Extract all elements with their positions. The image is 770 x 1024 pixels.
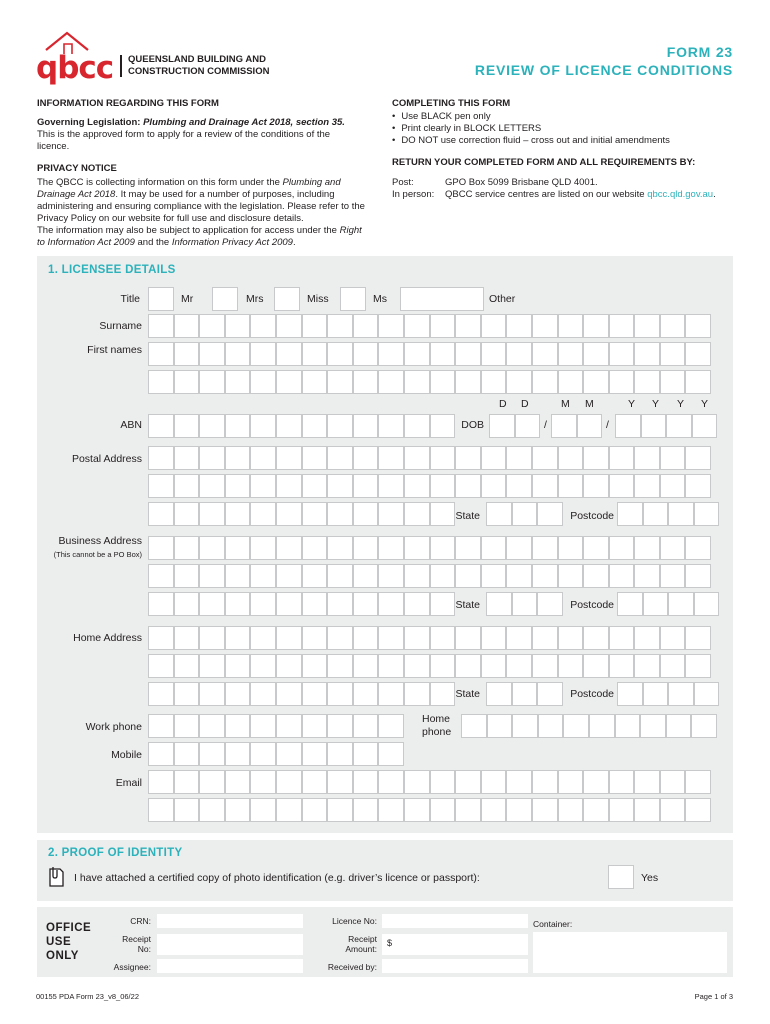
work-phone-label: Work phone bbox=[85, 721, 142, 733]
home-state-label: State bbox=[455, 688, 480, 700]
postal-address-label: Postal Address bbox=[71, 453, 142, 465]
dob-year-field[interactable] bbox=[615, 414, 717, 438]
business-address-line-1[interactable] bbox=[148, 536, 711, 560]
surname-label: Surname bbox=[99, 320, 142, 332]
dob-separator: / bbox=[606, 419, 609, 431]
website-link[interactable]: qbcc.qld.gov.au bbox=[647, 189, 714, 200]
surname-field[interactable] bbox=[148, 314, 711, 338]
list-item: • Print clearly in BLOCK LETTERS bbox=[392, 123, 737, 135]
email-label: Email bbox=[115, 777, 142, 789]
title-mrs-checkbox[interactable] bbox=[212, 287, 238, 311]
container-field[interactable] bbox=[533, 932, 727, 973]
home-state-field[interactable] bbox=[486, 682, 563, 706]
licence-no-field[interactable] bbox=[382, 914, 528, 928]
received-by-label: Received by: bbox=[327, 962, 377, 972]
completing-form bbox=[392, 98, 737, 201]
assignee-field[interactable] bbox=[157, 959, 303, 973]
title-mr-label: Mr bbox=[181, 293, 194, 305]
crn-field[interactable] bbox=[157, 914, 303, 928]
logo-wordmark: qbcc bbox=[36, 50, 114, 86]
container-label: Container: bbox=[533, 919, 573, 929]
date-format-d: D bbox=[499, 398, 507, 410]
first-names-label: First names bbox=[87, 344, 142, 356]
page-number: Page 1 of 3 bbox=[694, 992, 733, 1001]
first-names-field-2[interactable] bbox=[148, 370, 711, 394]
licensee-details-section bbox=[37, 256, 733, 833]
proof-of-identity-section bbox=[37, 840, 733, 901]
home-postcode-field[interactable] bbox=[617, 682, 719, 706]
title-mrs-label: Mrs bbox=[246, 293, 264, 305]
home-address-line-3[interactable] bbox=[148, 682, 455, 706]
privacy-paragraph-2: The information may also be subject to application for access under the Right to Information Act 2009 and the Information Privacy Act 2009. bbox=[37, 225, 362, 248]
dob-month-field[interactable] bbox=[551, 414, 602, 438]
currency-symbol: $ bbox=[387, 938, 393, 948]
date-format-m: M bbox=[585, 398, 594, 410]
title-ms-label: Ms bbox=[373, 293, 387, 305]
info-regarding-form bbox=[37, 98, 367, 249]
photo-id-yes-label: Yes bbox=[641, 872, 659, 884]
section-title: 1. LICENSEE DETAILS bbox=[48, 264, 176, 276]
date-format-y: Y bbox=[652, 398, 660, 410]
home-phone-field[interactable] bbox=[461, 714, 717, 738]
mobile-label: Mobile bbox=[111, 749, 142, 761]
receipt-no-field[interactable] bbox=[157, 934, 303, 955]
business-address-line-3[interactable] bbox=[148, 592, 455, 616]
business-address-line-2[interactable] bbox=[148, 564, 711, 588]
document-clip-icon bbox=[47, 866, 65, 888]
business-postcode-field[interactable] bbox=[617, 592, 719, 616]
privacy-paragraph-1: The QBCC is collecting information on this form under the Plumbing and Drainage Act 2018. It may be used for a number of purposes, including administering and ensuring compliance with the legislation. Please refer to the Privacy Policy on our website for full use and disclosure details. bbox=[37, 177, 365, 224]
governing-legislation: Governing Legislation: Plumbing and Drainage Act 2018, section 35. bbox=[37, 117, 345, 128]
work-phone-field[interactable] bbox=[148, 714, 404, 738]
home-postcode-label: Postcode bbox=[570, 688, 614, 700]
form-code: 00155 PDA Form 23_v8_06/22 bbox=[36, 992, 139, 1001]
dob-label: DOB bbox=[461, 419, 484, 431]
logo-divider bbox=[120, 55, 122, 77]
dob-day-field[interactable] bbox=[489, 414, 540, 438]
first-names-field-1[interactable] bbox=[148, 342, 711, 366]
form-number: FORM 23 bbox=[666, 44, 733, 60]
receipt-amount-field[interactable] bbox=[382, 934, 528, 955]
receipt-no-label: Receipt No: bbox=[122, 934, 151, 954]
postal-postcode-field[interactable] bbox=[617, 502, 719, 526]
postal-address-line-1[interactable] bbox=[148, 446, 711, 470]
postal-state-field[interactable] bbox=[486, 502, 563, 526]
post-row: Post: GPO Box 5099 Brisbane QLD 4001. bbox=[392, 177, 598, 188]
date-format-y: Y bbox=[701, 398, 709, 410]
return-heading: RETURN YOUR COMPLETED FORM AND ALL REQUIREMENTS BY: bbox=[392, 157, 696, 168]
section-title: 2. PROOF OF IDENTITY bbox=[48, 847, 183, 859]
assignee-label: Assignee: bbox=[113, 962, 151, 972]
date-format-m: M bbox=[561, 398, 570, 410]
privacy-heading: PRIVACY NOTICE bbox=[37, 163, 117, 174]
form-title: REVIEW OF LICENCE CONDITIONS bbox=[474, 62, 733, 78]
title-miss-label: Miss bbox=[307, 293, 329, 305]
list-item: • Use BLACK pen only bbox=[392, 111, 737, 123]
postal-address-line-2[interactable] bbox=[148, 474, 711, 498]
info-heading: INFORMATION REGARDING THIS FORM bbox=[37, 98, 219, 109]
list-item: • DO NOT use correction fluid – cross out and initial amendments bbox=[392, 135, 737, 147]
qbcc-logo bbox=[36, 30, 276, 90]
business-state-label: State bbox=[455, 599, 480, 611]
date-format-y: Y bbox=[628, 398, 636, 410]
email-field-1[interactable] bbox=[148, 770, 711, 794]
business-address-note: (This cannot be a PO Box) bbox=[53, 550, 142, 559]
crn-label: CRN: bbox=[130, 916, 151, 926]
office-use-only bbox=[37, 907, 733, 977]
home-phone-label: Home phone bbox=[422, 713, 452, 738]
completing-heading: COMPLETING THIS FORM bbox=[392, 98, 511, 109]
organisation-name: QUEENSLAND BUILDING AND CONSTRUCTION COMMISSION bbox=[128, 54, 270, 77]
title-miss-checkbox[interactable] bbox=[274, 287, 300, 311]
office-use-title: OFFICE USE ONLY bbox=[46, 922, 92, 962]
business-address-label: Business Address bbox=[58, 535, 142, 547]
photo-id-yes-checkbox[interactable] bbox=[608, 865, 634, 889]
abn-field[interactable] bbox=[148, 414, 455, 438]
home-address-label: Home Address bbox=[73, 632, 142, 644]
postal-address-line-3[interactable] bbox=[148, 502, 455, 526]
received-by-field[interactable] bbox=[382, 959, 528, 973]
inperson-row: In person: QBCC service centres are listed on our website qbcc.qld.gov.au. bbox=[392, 189, 716, 200]
title-ms-checkbox[interactable] bbox=[340, 287, 366, 311]
receipt-amount-label: Receipt Amount: bbox=[345, 934, 377, 954]
completing-list bbox=[392, 111, 737, 147]
email-field-2[interactable] bbox=[148, 798, 711, 822]
mobile-field[interactable] bbox=[148, 742, 404, 766]
title-other-label: Other bbox=[489, 293, 516, 305]
postal-state-label: State bbox=[455, 510, 480, 522]
home-address-line-2[interactable] bbox=[148, 654, 711, 678]
title-label: Title bbox=[120, 293, 140, 305]
approved-form-text: This is the approved form to apply for a review of the conditions of the licence. bbox=[37, 129, 331, 152]
home-address-line-1[interactable] bbox=[148, 626, 711, 650]
abn-label: ABN bbox=[120, 419, 142, 431]
date-format-y: Y bbox=[677, 398, 685, 410]
title-other-field[interactable] bbox=[400, 287, 484, 311]
date-format-d: D bbox=[521, 398, 529, 410]
postal-postcode-label: Postcode bbox=[570, 510, 614, 522]
licence-no-label: Licence No: bbox=[332, 916, 377, 926]
dob-separator: / bbox=[544, 419, 547, 431]
business-postcode-label: Postcode bbox=[570, 599, 614, 611]
photo-id-statement: I have attached a certified copy of photo identification (e.g. driver’s licence or passport): bbox=[74, 872, 480, 884]
form-heading bbox=[475, 43, 733, 79]
title-mr-checkbox[interactable] bbox=[148, 287, 174, 311]
business-state-field[interactable] bbox=[486, 592, 563, 616]
